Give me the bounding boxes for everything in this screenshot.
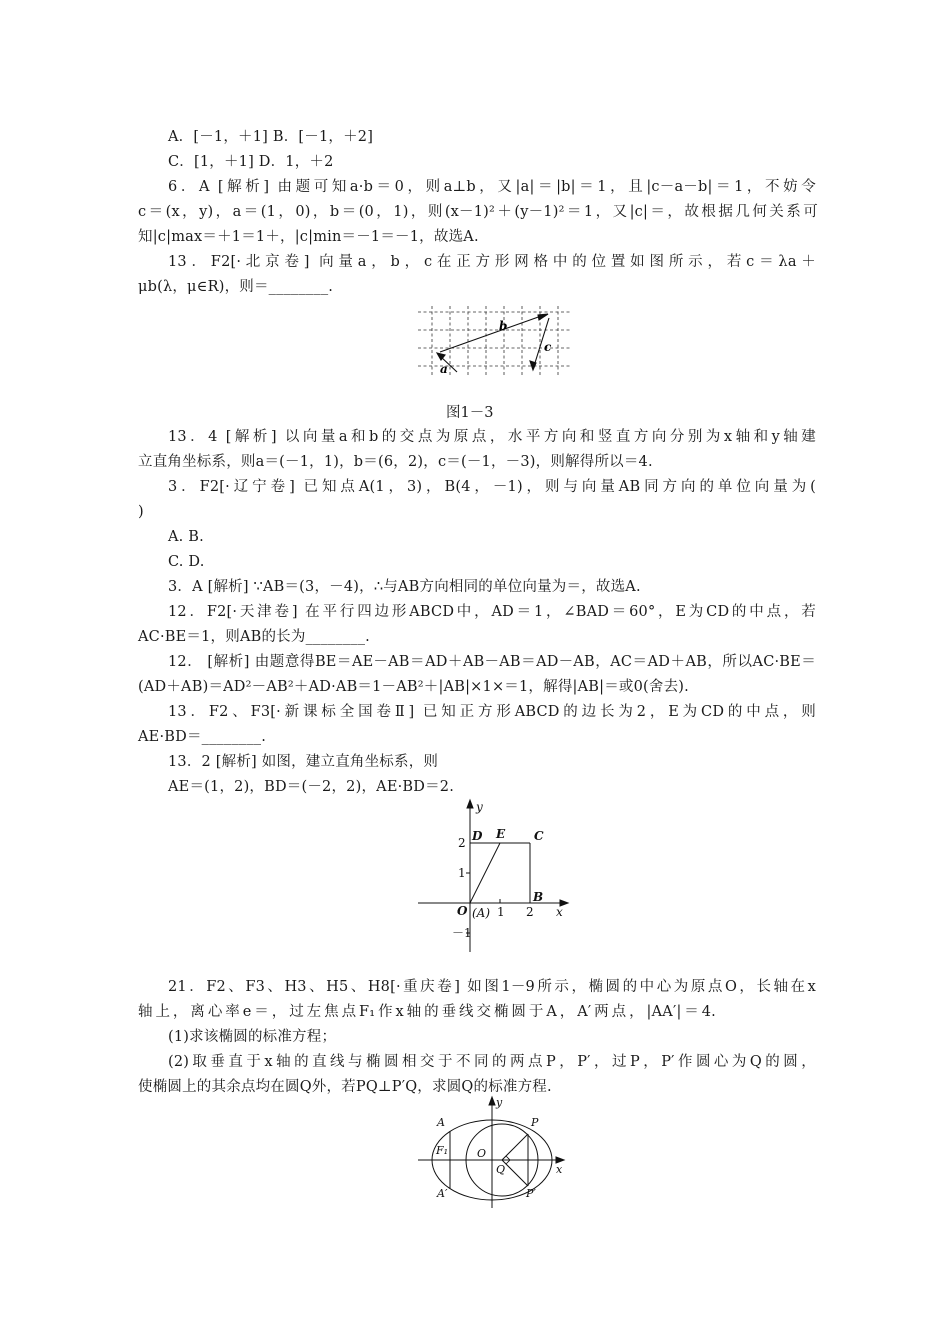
problem-13-line: μb(λ，μ∈R)，则＝________.: [138, 279, 334, 295]
problem-12-line: AC·BE＝1，则AB的长为________.: [138, 629, 370, 645]
answer-13-line: 13．4 [解析] 以向量a和b的交点为原点，水平方向和竖直方向分别为x轴和y轴建: [168, 429, 816, 445]
figure-caption: 图1－3: [446, 405, 494, 421]
tick-2: 2: [458, 836, 466, 850]
answer-13b-line: 13．2 [解析] 如图，建立直角坐标系，则: [168, 754, 439, 770]
label-x: x: [556, 905, 563, 919]
problem-12-line: 12．F2[·天津卷] 在平行四边形ABCD中，AD＝1，∠BAD＝60°，E为CD的中点，若: [168, 604, 816, 620]
answer-6-line: 6．A [解析] 由题可知a·b＝0，则a⊥b，又|a|＝|b|＝1，且|c－a－b|＝1，不妨令: [168, 179, 816, 195]
vector-grid-figure: [414, 304, 574, 380]
segment-qp: [502, 1134, 528, 1160]
square-coordinate-figure: [414, 798, 574, 956]
label-o: O: [477, 1147, 487, 1160]
problem-13-line: 13．F2[·北京卷] 向量a，b，c在正方形网格中的位置如图所示，若c＝λa＋: [168, 254, 816, 270]
option-line: C. D.: [168, 554, 205, 570]
option-line: C．[1，＋1] D．1，＋2: [168, 154, 334, 170]
vector-c-arrowhead: [530, 361, 536, 370]
segment-ae: [470, 843, 500, 903]
label-f1: F₁: [436, 1144, 449, 1157]
answer-6-line: c＝(x，y)，a＝(1，0)，b＝(0，1)，则(x－1)²＋(y－1)²＝1，又|c|＝，故根据几何关系可: [138, 204, 818, 220]
label-b: B: [533, 890, 544, 904]
label-a: (A): [472, 906, 491, 920]
answer-12-line: (AD＋AB)＝AD²－AB²＋AD·AB＝1－AB²＋|AB|×1×＝1，解得|AB|＝或0(舍去).: [138, 679, 689, 695]
label-x: x: [556, 1163, 563, 1176]
option-line: A. B.: [168, 529, 204, 545]
label-a: a: [440, 362, 448, 376]
tick-1: 1: [458, 866, 466, 880]
problem-21-part-1: (1)求该椭圆的标准方程；: [168, 1029, 337, 1045]
problem-3-line: 3．F2[·辽宁卷] 已知点A(1，3)，B(4，－1)，则与向量AB同方向的单位向量为(: [168, 479, 816, 495]
label-p-prime: P′: [526, 1187, 536, 1200]
answer-13b-line: AE＝(1，2)，BD＝(－2，2)，AE·BD＝2.: [168, 779, 455, 795]
answer-3-line: 3．A [解析] ∵AB＝(3，－4)，∴与AB方向相同的单位向量为＝，故选A.: [168, 579, 641, 595]
tick-neg-1: －1: [452, 926, 472, 940]
answer-12-line: 12． [解析] 由题意得BE＝AE－AB＝AD＋AB－AB＝AD－AB，AC＝AD＋AB，所以AC·BE＝: [168, 654, 816, 670]
label-b: b: [499, 319, 508, 333]
answer-13-line: 立直角坐标系，则a＝(－1，1)，b＝(6，2)，c＝(－1，－3)，则解得所以＝4.: [138, 454, 653, 470]
problem-13b-line: AE·BD＝________.: [138, 729, 267, 745]
label-p: P: [531, 1116, 539, 1129]
label-o: O: [457, 904, 468, 918]
label-c: c: [544, 340, 552, 354]
vector-b-arrowhead: [538, 314, 548, 320]
tick-x-1: 1: [497, 905, 505, 919]
option-line: A．[－1，＋1] B．[－1，＋2]: [168, 129, 374, 145]
label-d: D: [472, 829, 483, 843]
label-e: E: [496, 827, 506, 841]
label-y: y: [476, 800, 483, 814]
label-q: Q: [496, 1163, 506, 1176]
problem-3-line: ): [138, 504, 144, 520]
tick-x-2: 2: [526, 905, 534, 919]
label-y: y: [496, 1096, 503, 1109]
answer-6-line: 知|c|max＝＋1＝1＋，|c|min＝－1＝－1，故选A.: [138, 229, 479, 245]
problem-21-line: 21．F2、F3、H3、H5、H8[·重庆卷] 如图1－9所示，椭圆的中心为原点O，长轴在x: [168, 979, 816, 995]
vector-b-arrow: [440, 315, 544, 352]
label-a-prime: A′: [437, 1187, 448, 1200]
label-a: A: [437, 1116, 445, 1129]
ellipse-circle-figure: [414, 1094, 574, 1212]
y-axis-arrowhead: [467, 800, 473, 808]
problem-21-line: 轴上，离心率e＝，过左焦点F₁作x轴的垂线交椭圆于A，A′两点，|AA′|＝4.: [138, 1004, 716, 1020]
y-axis-arrowhead: [489, 1097, 495, 1105]
problem-13b-line: 13．F2、F3[·新课标全国卷Ⅱ] 已知正方形ABCD的边长为2，E为CD的中点，则: [168, 704, 816, 720]
problem-21-part-2: 使椭圆上的其余点均在圆Q外，若PQ⊥P′Q，求圆Q的标准方程.: [138, 1079, 552, 1095]
label-c: C: [534, 829, 544, 843]
problem-21-part-2: (2)取垂直于x轴的直线与椭圆相交于不同的两点P，P′，过P，P′作圆心为Q的圆，: [168, 1054, 816, 1070]
segment-qp-prime: [502, 1160, 528, 1186]
